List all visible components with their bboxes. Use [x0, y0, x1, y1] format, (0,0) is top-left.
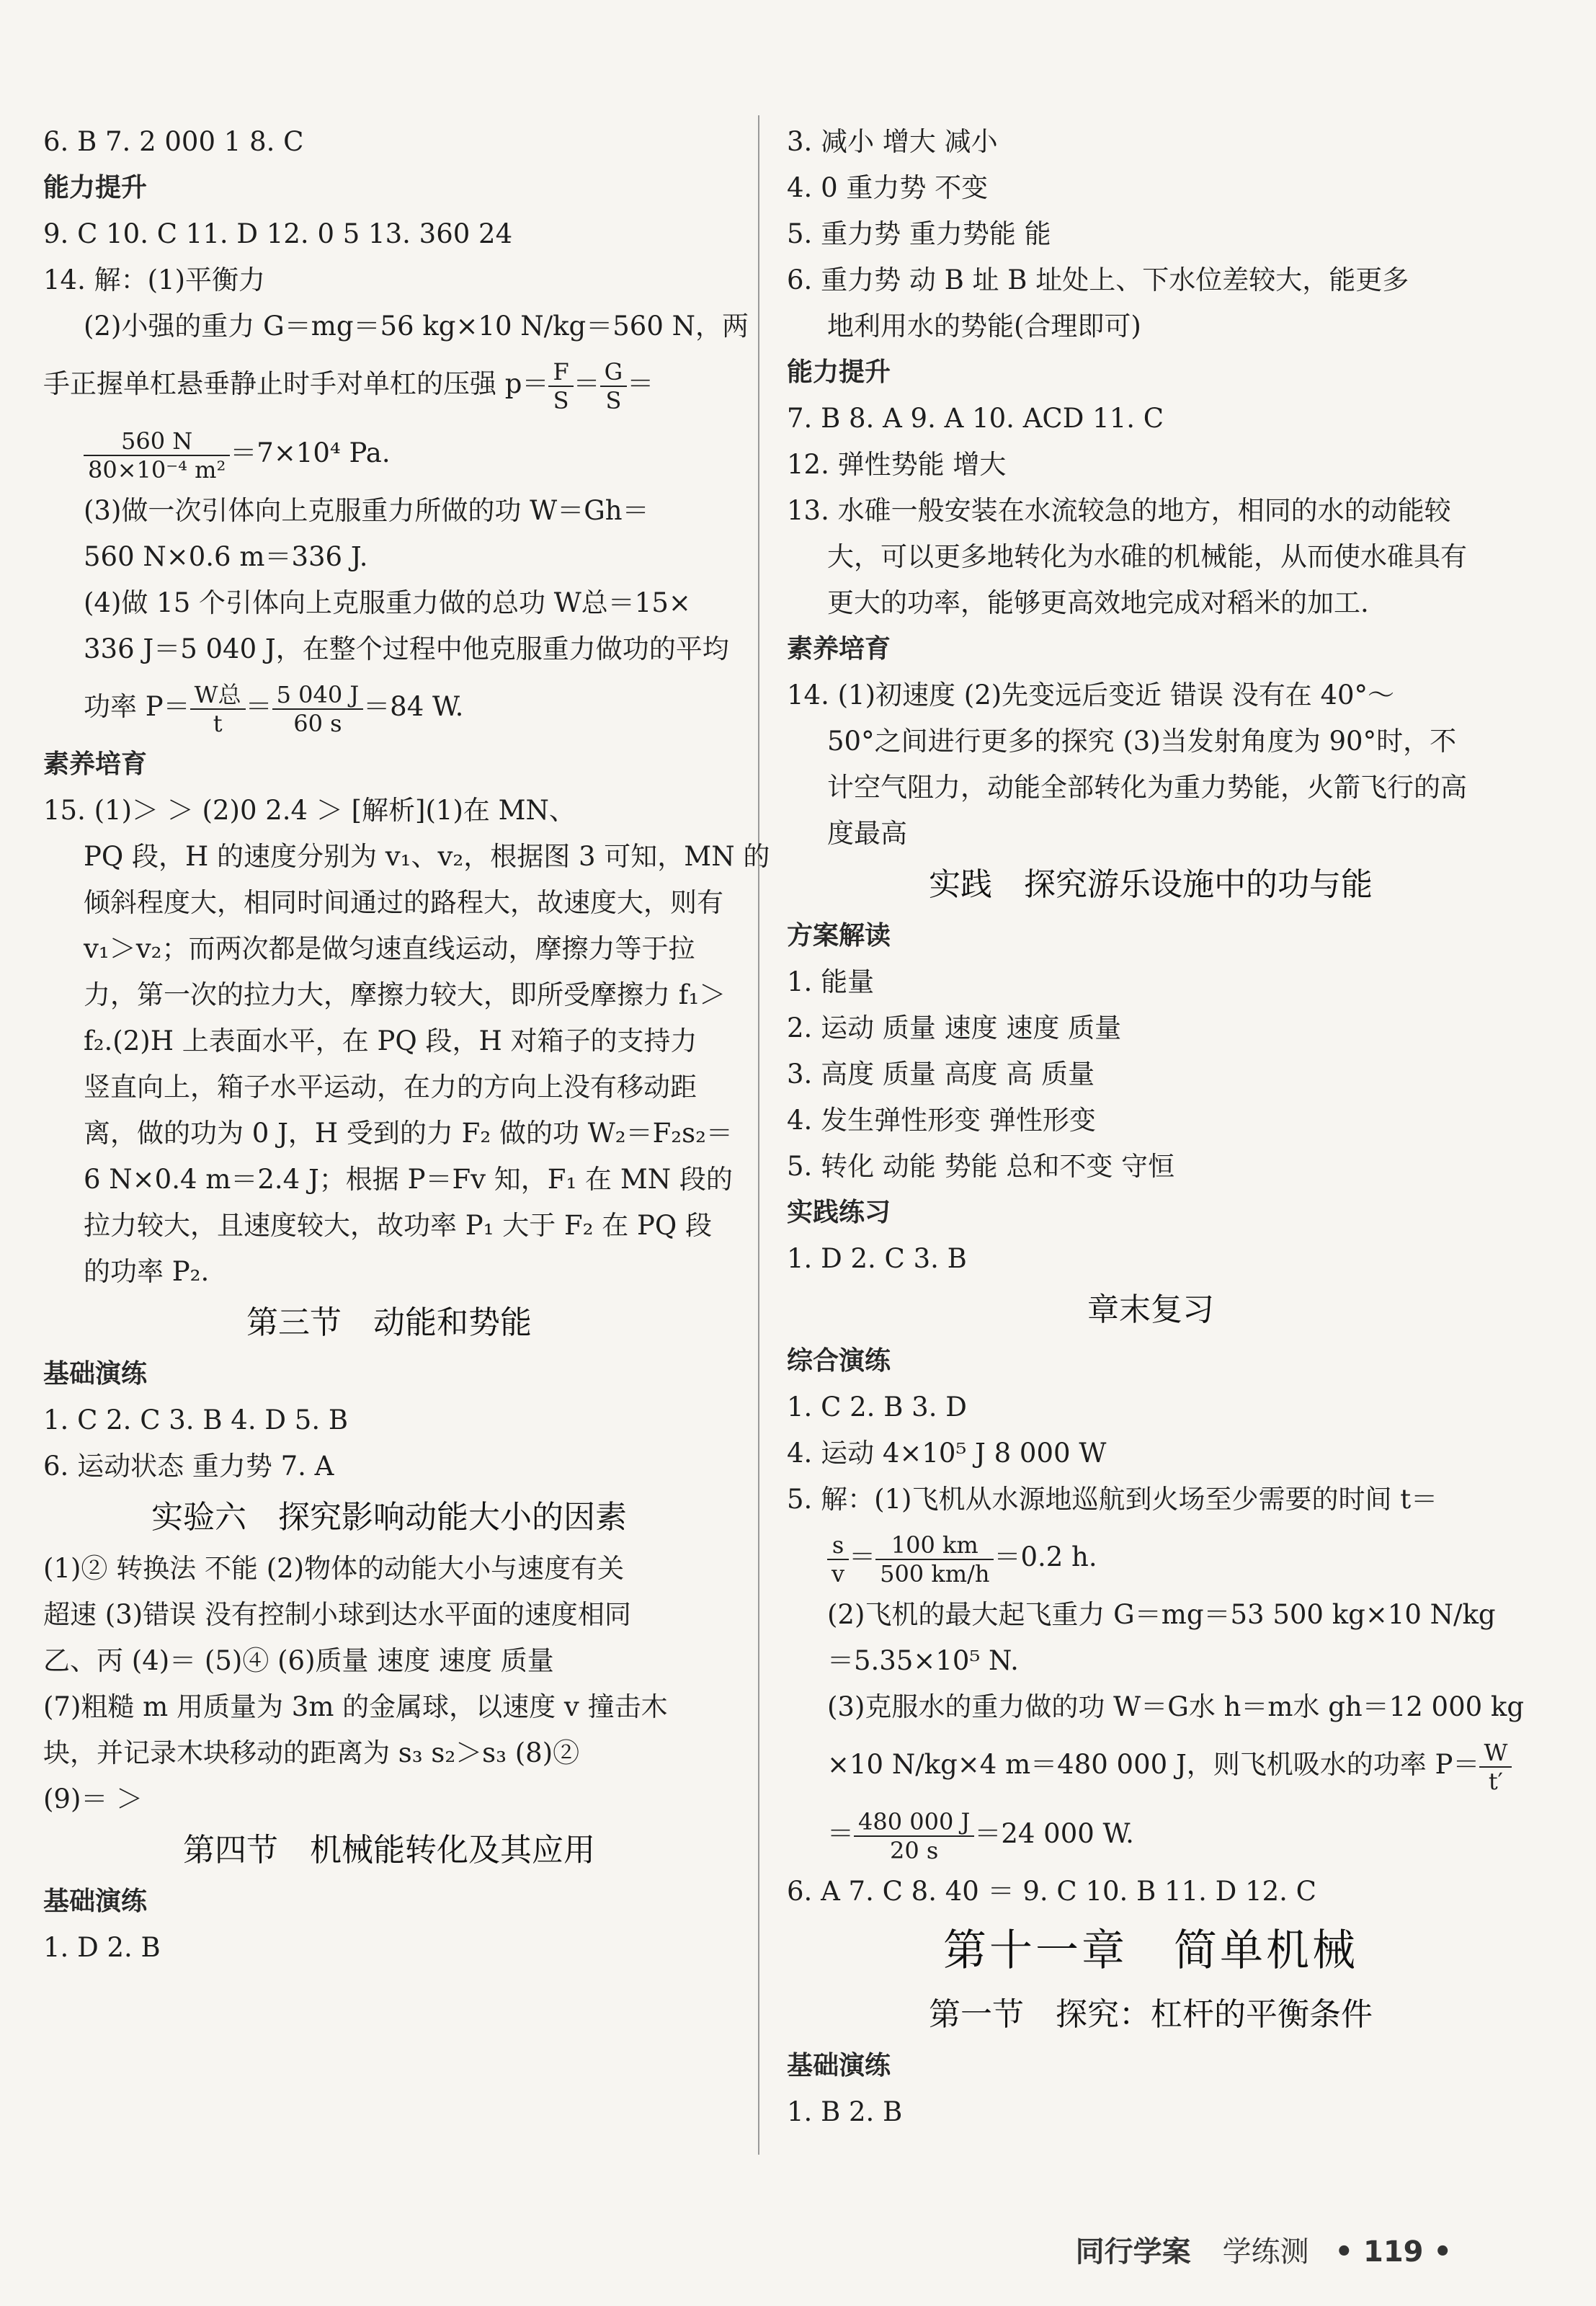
answer-line: 6. 重力势 动 B 址 B 址处上、下水位差较大，能更多: [787, 264, 1409, 295]
answer-line: 4. 0 重力势 不变: [787, 172, 989, 203]
answer-line: 12. 弹性势能 增大: [787, 449, 1007, 480]
answer-line: 度最高: [827, 818, 907, 849]
answer-line: 计空气阻力，动能全部转化为重力势能，火箭飞行的高: [827, 772, 1467, 803]
section-label: 基础演练: [43, 1359, 148, 1389]
formula-line: ×10 N/kg×4 m＝480 000 J，则飞机吸水的功率 P＝ $\frac{W}{t'}$: [787, 1730, 1515, 1799]
section-title: 实验六 探究影响动能大小的因素: [151, 1499, 627, 1536]
fraction: $\frac{560 N}{\text{80×10⁻⁴ m²}}$: [84, 427, 230, 484]
fraction: $\frac{W}{t'}$: [1479, 1739, 1512, 1795]
answer-line: 6. 运动状态 重力势 7. A: [43, 1451, 334, 1482]
answer-line: (9)＝ ＞: [43, 1784, 143, 1815]
answer-line: 336 J＝5 040 J，在整个过程中他克服重力做功的平均: [84, 633, 729, 664]
answer-line: 1. D 2. B: [43, 1932, 161, 1963]
formula-line: 手正握单杠悬垂静止时手对单杠的压强 p＝ $\frac{F}{S}$ ＝ $\frac{G}{S}$ ＝: [43, 357, 654, 414]
section-title: 章末复习: [1087, 1291, 1214, 1328]
answer-line: (7)粗糙 m 用质量为 3m 的金属球，以速度 v 撞击木: [43, 1691, 668, 1722]
column-divider: [758, 115, 759, 2155]
fraction: $\frac{s}{v}$: [827, 1531, 849, 1588]
answer-line: 大，可以更多地转化为水碓的机械能，从而使水碓具有: [827, 541, 1467, 572]
answer-line: (3)克服水的重力做的功 W＝G水 h＝m水 gh＝12 000 kg: [827, 1691, 1525, 1722]
fraction: $\frac{\text{W总}}{t}$: [190, 681, 246, 737]
page-footer: [1076, 2229, 1452, 2270]
formula-line: ＝ $\frac{480 000 J}{20 s}$ ＝24 000 W.: [827, 1807, 1134, 1864]
answer-line: 力，第一次的拉力大，摩擦力较大，即所受摩擦力 f₁＞: [84, 979, 726, 1010]
answer-line: 4. 运动 4×10⁵ J 8 000 W: [787, 1438, 1107, 1469]
answer-line: (3)做一次引体向上克服重力所做的功 W＝Gh＝: [84, 495, 649, 526]
section-label: 能力提升: [43, 173, 148, 202]
answer-line: 1. B 2. B: [787, 2096, 903, 2127]
answer-line: 4. 发生弹性形变 弹性形变: [787, 1105, 1096, 1136]
formula-line: $\frac{560 N}{\text{80×10⁻⁴ m²}}$ ＝7×10⁴ Pa.: [43, 419, 735, 488]
answer-line: 竖直向上，箱子水平运动，在力的方向上没有移动距: [84, 1072, 697, 1103]
formula-line: $\frac{s}{v}$ ＝ $\frac{100 km}{500 km/h}$ ＝0.2 h.: [787, 1523, 1515, 1592]
formula-text: 手正握单杠悬垂静止时手对单杠的压强 p＝: [43, 368, 549, 399]
answer-line: 5. 解：(1)飞机从水源地巡航到火场至少需要的时间 t＝: [787, 1484, 1438, 1515]
section-label: 素养培育: [43, 749, 148, 779]
section-label: 综合演练: [787, 1346, 891, 1376]
answer-line: v₁＞v₂；而两次都是做匀速直线运动，摩擦力等于拉: [84, 933, 695, 964]
answer-line: (2)飞机的最大起飞重力 G＝mg＝53 500 kg×10 N/kg: [827, 1599, 1496, 1630]
answer-line: 块，并记录木块移动的距离为 s₃ s₂＞s₃ (8)②: [43, 1737, 580, 1768]
left-column: [43, 119, 770, 1971]
answer-line: 50°之间进行更多的探究 (3)当发射角度为 90°时，不: [827, 726, 1457, 757]
section-label: 基础演练: [43, 1887, 148, 1916]
section-label: 基础演练: [787, 2051, 891, 2080]
section-title: 第四节 机械能转化及其应用: [183, 1832, 595, 1869]
answer-line: 1. C 2. C 3. B 4. D 5. B: [43, 1404, 349, 1435]
answer-line: 的功率 P₂.: [84, 1256, 210, 1287]
formula-line: 功率 P＝ $\frac{\text{W总}}{t}$ ＝ $\frac{5 040 J}{60 s}$ ＝84 W.: [84, 680, 464, 737]
page-number: • 119 •: [1334, 2235, 1452, 2269]
answer-line: 倾斜程度大，相同时间通过的路程大，故速度大，则有: [84, 887, 723, 918]
answer-line: 离，做的功为 0 J，H 受到的力 F₂ 做的功 W₂＝F₂s₂＝: [84, 1118, 733, 1149]
answer-line: 15. (1)＞ ＞ (2)0 2.4 ＞ [解析](1)在 MN、: [43, 795, 576, 826]
answer-line: 13. 水碓一般安装在水流较急的地方，相同的水的动能较: [787, 495, 1451, 526]
answer-line: (2)小强的重力 G＝mg＝56 kg×10 N/kg＝560 N，两: [84, 311, 749, 342]
answer-line: 3. 减小 增大 减小: [787, 126, 998, 157]
answer-line: 6. B 7. 2 000 1 8. C: [43, 126, 304, 157]
answer-line: 超速 (3)错误 没有控制小球到达水平面的速度相同: [43, 1599, 631, 1630]
chapter-title: 第十一章 简单机械: [943, 1926, 1358, 1976]
answer-line: 1. 能量: [787, 966, 875, 997]
fraction: $\frac{F}{S}$: [548, 358, 573, 414]
answer-line: 14. (1)初速度 (2)先变远后变近 错误 没有在 40°～: [787, 680, 1395, 711]
answer-line: 拉力较大，且速度较大，故功率 P₁ 大于 F₂ 在 PQ 段: [84, 1210, 713, 1241]
answer-line: 6. A 7. C 8. 40 ＝ 9. C 10. B 11. D 12. C: [787, 1876, 1316, 1907]
section-title: 第一节 探究：杠杆的平衡条件: [929, 1996, 1373, 2033]
fraction: $\frac{5 040 J}{60 s}$: [272, 681, 364, 737]
right-column: [787, 119, 1525, 2135]
section-title: 实践 探究游乐设施中的功与能: [929, 866, 1373, 903]
answer-line: PQ 段，H 的速度分别为 v₁、v₂，根据图 3 可知，MN 的: [84, 841, 770, 872]
answer-line: 3. 高度 质量 高度 高 质量: [787, 1059, 1095, 1090]
answer-line: 5. 转化 动能 势能 总和不变 守恒: [787, 1151, 1175, 1182]
answer-line: 地利用水的势能(合理即可): [827, 311, 1141, 342]
fraction: $\frac{100 km}{500 km/h}$: [875, 1531, 994, 1588]
answer-line: 9. C 10. C 11. D 12. 0 5 13. 360 24: [43, 218, 513, 249]
answer-line: 1. D 2. C 3. B: [787, 1243, 967, 1274]
brand-name: 同行学案: [1075, 2235, 1191, 2269]
section-label: 能力提升: [787, 357, 891, 387]
answer-line: ＝5.35×10⁵ N.: [827, 1645, 1019, 1676]
answer-line: 5. 重力势 重力势能 能: [787, 218, 1051, 249]
fraction: $\frac{480 000 J}{20 s}$: [854, 1808, 974, 1864]
section-label: 素养培育: [787, 634, 891, 664]
answer-line: 乙、丙 (4)＝ (5)④ (6)质量 速度 速度 质量: [43, 1645, 554, 1676]
fraction: $\frac{G}{S}$: [600, 358, 628, 414]
answer-line: 1. C 2. B 3. D: [787, 1392, 967, 1423]
section-label: 方案解读: [787, 921, 891, 951]
answer-line: 560 N×0.6 m＝336 J.: [84, 541, 368, 572]
section-title: 第三节 动能和势能: [246, 1304, 532, 1341]
answer-line: f₂.(2)H 上表面水平，在 PQ 段，H 对箱子的支持力: [84, 1025, 697, 1056]
brand-subtitle: 学练测: [1222, 2235, 1309, 2269]
answer-line: 14. 解：(1)平衡力: [43, 264, 266, 295]
answer-line: 2. 运动 质量 速度 速度 质量: [787, 1012, 1122, 1043]
answer-line: 更大的功率，能够更高效地完成对稻米的加工.: [827, 587, 1369, 618]
answer-line: (1)② 转换法 不能 (2)物体的动能大小与速度有关: [43, 1553, 625, 1584]
section-label: 实践练习: [787, 1198, 891, 1227]
answer-line: (4)做 15 个引体向上克服重力做的总功 W总＝15×: [84, 587, 691, 618]
answer-line: 7. B 8. A 9. A 10. ACD 11. C: [787, 403, 1164, 434]
answer-line: 6 N×0.4 m＝2.4 J；根据 P＝Fv 知，F₁ 在 MN 段的: [84, 1164, 733, 1195]
